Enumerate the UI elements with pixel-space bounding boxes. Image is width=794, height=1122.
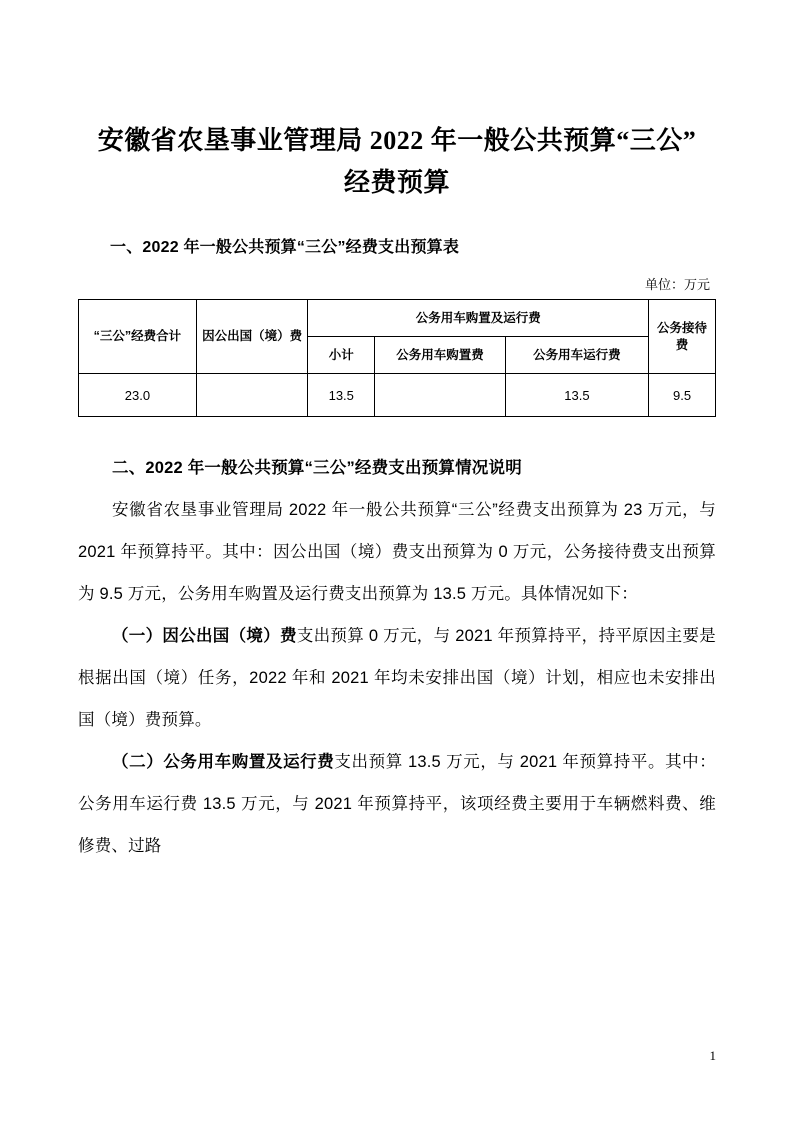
paragraph-abroad-text: 支出预算 0 万元，与 2021 年预算持平，持平原因主要是根据出国（境）任务，2022 年和 2021 年均未安排出国（境）计划，相应也未安排出国（境）费预算。 <box>78 627 716 729</box>
cell-vehicle-subtotal: 13.5 <box>308 374 375 417</box>
table-header-row-1 <box>79 300 716 337</box>
cell-abroad <box>196 374 307 417</box>
header-vehicle-operation: 公务用车运行费 <box>505 337 648 374</box>
cell-vehicle-purchase <box>375 374 506 417</box>
page-title: 安徽省农垦事业管理局 2022 年一般公共预算“三公”经费预算 <box>97 126 697 197</box>
cell-vehicle-operation: 13.5 <box>505 374 648 417</box>
paragraph-vehicle-label: （二）公务用车购置及运行费 <box>112 753 335 771</box>
header-vehicle-purchase: 公务用车购置费 <box>375 337 506 374</box>
explanation-section <box>78 447 716 867</box>
cell-reception: 9.5 <box>649 374 716 417</box>
table-row <box>79 374 716 417</box>
paragraph-vehicle-text: 支出预算 13.5 万元，与 2021 年预算持平。其中：公务用车运行费 13.5 万元，与 2021 年预算持平，该项经费主要用于车辆燃料费、维修费、过路 <box>78 753 716 855</box>
header-total: “三公”经费合计 <box>79 300 197 374</box>
page-number: 1 <box>709 1048 716 1063</box>
header-vehicle-subtotal: 小计 <box>308 337 375 374</box>
paragraph-overview: 安徽省农垦事业管理局 2022 年一般公共预算“三公”经费支出预算为 23 万元，与 2021 年预算持平。其中：因公出国（境）费支出预算为 0 万元，公务接待费支出预算为 9.5 万元，公务用车购置及运行费支出预算为 13.5 万元。具体情况如下： <box>78 501 716 603</box>
budget-table <box>78 299 716 417</box>
table-unit-note: 单位：万元 <box>644 277 710 292</box>
paragraph-abroad-label: （一）因公出国（境）费 <box>112 627 297 645</box>
cell-total: 23.0 <box>79 374 197 417</box>
header-abroad: 因公出国（境）费 <box>196 300 307 374</box>
paragraph-vehicle <box>78 741 716 867</box>
header-vehicle-group: 公务用车购置及运行费 <box>308 300 649 337</box>
section-heading-1: 一、2022 年一般公共预算“三公”经费支出预算表 <box>110 239 460 256</box>
header-reception: 公务接待费 <box>649 300 716 374</box>
paragraph-abroad <box>78 615 716 741</box>
section-heading-2: 二、2022 年一般公共预算“三公”经费支出预算情况说明 <box>112 459 522 477</box>
